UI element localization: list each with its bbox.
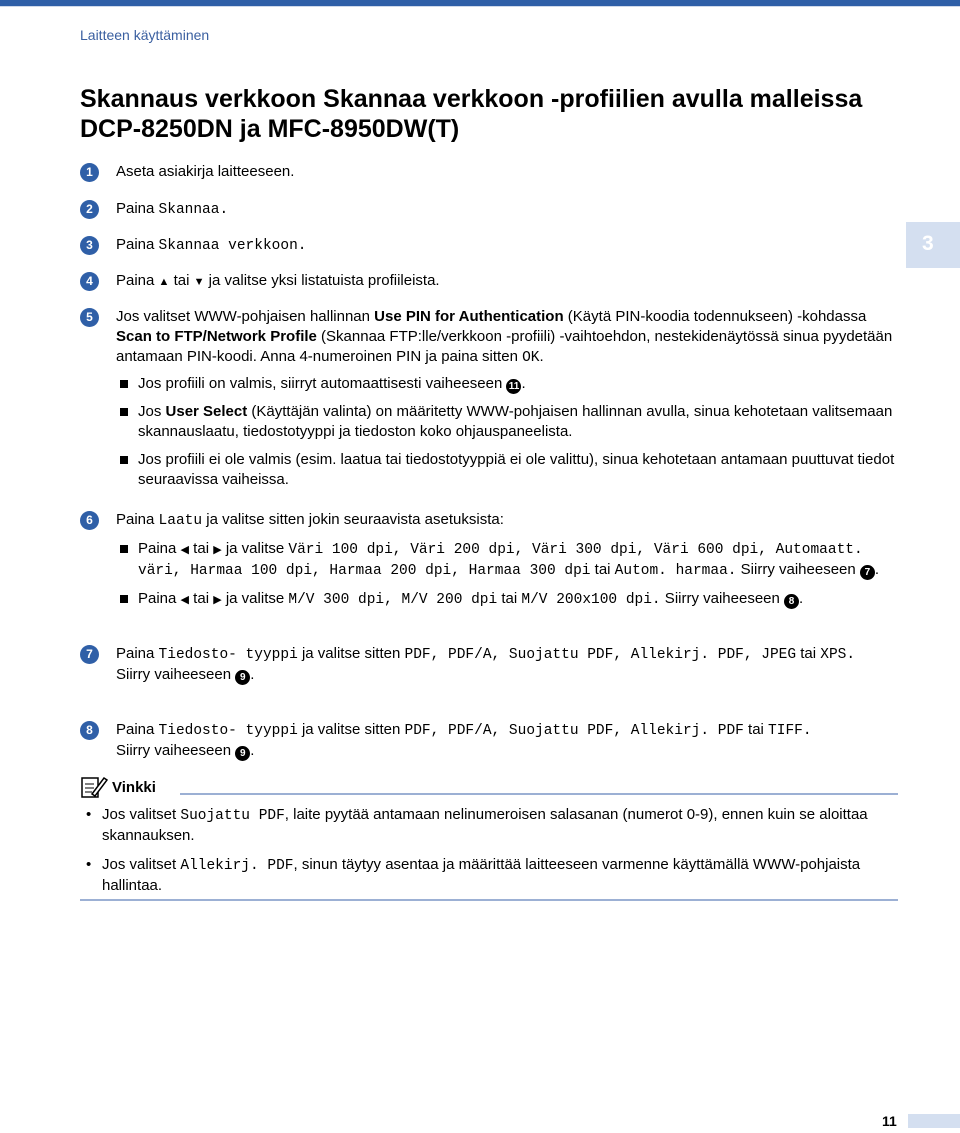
text: tai — [743, 721, 769, 738]
footer-tab — [908, 1114, 960, 1128]
option: Suojattu PDF — [180, 808, 285, 824]
step-text — [116, 271, 900, 292]
step-number: 8 — [80, 721, 99, 740]
text: Jos profiili ei ole valmis (esim. laatua tai tiedostotyyppiä ei ole valittu), sinua kehotetaan antamaan puuttuvat tiedot seuraavissa vaiheissa. — [138, 451, 895, 488]
page-title: Skannaus verkkoon Skannaa verkkoon -profiilien avulla malleissa DCP-8250DN ja MFC-8950DW(T) — [80, 85, 863, 143]
list-item — [80, 855, 898, 896]
text: tai — [497, 590, 522, 607]
step-4 — [80, 271, 900, 292]
key-label: OK — [522, 350, 540, 366]
list-item — [80, 805, 898, 846]
step-ref-icon: 8 — [784, 594, 799, 609]
step-number: 6 — [80, 511, 99, 530]
step-ref-icon: 9 — [235, 670, 250, 685]
text: . — [874, 561, 880, 578]
divider — [180, 793, 898, 795]
text: Siirry vaiheeseen — [660, 590, 785, 607]
text: Siirry vaiheeseen — [736, 561, 860, 578]
text: tai — [590, 561, 615, 578]
option-list: PDF, PDF/A, Suojattu PDF, Allekirj. PDF, JPEG — [404, 647, 797, 663]
text: ja valitse — [221, 590, 289, 607]
text: Paina — [116, 236, 159, 253]
text: Paina — [116, 200, 159, 217]
text: . — [250, 742, 255, 759]
top-rule-thin — [0, 6, 960, 7]
note-label: Vinkki — [112, 779, 156, 796]
step-1 — [80, 162, 900, 182]
step-number: 3 — [80, 236, 99, 255]
text: (Skannaa FTP:lle/verkkoon -profiili) -vaihtoehdon, nestekidenäytössä sinua pyydetään antamaan PIN-koodi. Anna 4-numeroinen PIN ja paina sitten — [116, 328, 893, 365]
square-bullet-icon — [120, 408, 128, 416]
text: , laite pyytää antamaan nelinumeroisen salasanan (numerot 0-9), ennen kuin se aloittaa skannauksen. — [102, 806, 868, 844]
menu-option: Skannaa verkkoon. — [158, 238, 307, 254]
option: TIFF. — [768, 723, 812, 739]
left-arrow-icon: ◀ — [180, 594, 190, 606]
text: Paina — [116, 511, 159, 528]
list-item — [116, 589, 900, 610]
text: , sinun täytyy asentaa ja määrittää laitteeseen varmenne käyttämällä WWW-pohjaista hallintaa. — [102, 856, 861, 894]
text: Jos — [138, 403, 166, 420]
text: Paina — [138, 540, 181, 557]
text: ja valitse sitten — [297, 721, 405, 738]
step-text — [116, 644, 900, 685]
setting-name: Scan to FTP/Network Profile — [116, 328, 317, 345]
note-header — [80, 775, 898, 801]
list-item — [116, 450, 900, 490]
left-arrow-icon: ◀ — [180, 544, 190, 556]
text: Jos valitset — [102, 806, 181, 823]
text: . — [521, 375, 526, 392]
text: ja valitse yksi listatuista profiileista. — [204, 272, 440, 289]
square-bullet-icon — [120, 545, 128, 553]
text: Jos valitset WWW-pohjaisen hallinnan — [116, 308, 375, 325]
step-text — [116, 235, 900, 256]
setting-name: Use PIN for Authentication — [374, 308, 564, 325]
text: Paina — [116, 272, 159, 289]
step-7 — [80, 644, 900, 685]
square-bullet-icon — [120, 380, 128, 388]
option: M/V 200x100 dpi. — [521, 592, 661, 608]
setting-name: User Select — [165, 403, 248, 420]
list-item — [116, 374, 900, 394]
text: Paina — [116, 645, 159, 662]
step-number: 2 — [80, 200, 99, 219]
chapter-number: 3 — [922, 232, 934, 255]
option: Allekirj. PDF — [180, 858, 294, 874]
text: . — [539, 348, 544, 365]
text: tai — [796, 645, 821, 662]
text: tai — [169, 272, 194, 289]
step-text — [116, 199, 900, 220]
page-number: 11 — [882, 1113, 897, 1129]
note-list — [80, 805, 898, 896]
menu-option: Tiedosto- tyyppi — [158, 723, 298, 739]
list-item — [116, 539, 900, 581]
step-number: 1 — [80, 163, 99, 182]
option: XPS. — [820, 647, 856, 663]
right-arrow-icon: ▶ — [213, 544, 222, 556]
text: Siirry vaiheeseen — [116, 742, 236, 759]
step-number: 4 — [80, 272, 99, 291]
text: ja valitse sitten — [297, 645, 405, 662]
text: Siirry vaiheeseen — [116, 666, 236, 683]
square-bullet-icon — [120, 595, 128, 603]
text: Jos profiili on valmis, siirryt automaattisesti vaiheeseen — [138, 375, 507, 392]
text: ja valitse sitten jokin seuraavista asetuksista: — [202, 511, 504, 528]
option: Autom. harmaa. — [614, 563, 737, 579]
step-text — [116, 720, 900, 761]
down-arrow-icon: ▼ — [193, 276, 205, 288]
text: . — [799, 590, 804, 607]
text: Paina — [138, 590, 181, 607]
option-list: M/V 300 dpi, M/V 200 dpi — [288, 592, 498, 608]
menu-option: Laatu — [158, 513, 203, 529]
option-list: PDF, PDF/A, Suojattu PDF, Allekirj. PDF — [404, 723, 744, 739]
text: Jos valitset — [102, 856, 181, 873]
step-ref-icon: 7 — [860, 565, 875, 580]
text: ja valitse — [221, 540, 289, 557]
step-8 — [80, 720, 900, 761]
note-box — [80, 775, 898, 905]
up-arrow-icon: ▲ — [158, 276, 170, 288]
option-list: Väri 100 dpi, Väri 200 dpi, Väri 300 dpi, Väri 600 dpi, Automaatt. väri, Harmaa 100 dpi, Harmaa 200 dpi, Harmaa 300 dpi — [138, 542, 863, 579]
step-2 — [80, 199, 900, 220]
step-text — [116, 510, 900, 531]
text: tai — [189, 540, 214, 557]
text: . — [250, 666, 255, 683]
chapter-tab — [906, 222, 960, 268]
bullet-list — [116, 539, 900, 610]
step-text: Aseta asiakirja laitteeseen. — [116, 163, 295, 180]
square-bullet-icon — [120, 456, 128, 464]
step-6 — [80, 510, 900, 618]
step-text — [116, 307, 900, 368]
text: (Käytä PIN-koodia todennukseen) -kohdassa — [563, 308, 867, 325]
right-arrow-icon: ▶ — [213, 594, 222, 606]
step-ref-icon: 9 — [235, 746, 250, 761]
menu-option: Skannaa. — [158, 202, 229, 218]
step-5 — [80, 307, 900, 498]
divider — [80, 899, 898, 901]
step-number: 5 — [80, 308, 99, 327]
running-header: Laitteen käyttäminen — [80, 27, 210, 43]
pencil-icon — [80, 775, 108, 799]
list-item — [116, 402, 900, 442]
step-ref-icon: 11 — [506, 379, 521, 394]
step-number: 7 — [80, 645, 99, 664]
text: tai — [189, 590, 214, 607]
menu-option: Tiedosto- tyyppi — [158, 647, 298, 663]
step-3 — [80, 235, 900, 256]
bullet-list — [116, 374, 900, 490]
text: (Käyttäjän valinta) on määritetty WWW-pohjaisen hallinnan avulla, sinua kehotetaan valitsemaan skannauslaatu, tiedostotyyppi ja tiedoston koko ohjauspaneelista. — [138, 403, 893, 440]
text: Paina — [116, 721, 159, 738]
